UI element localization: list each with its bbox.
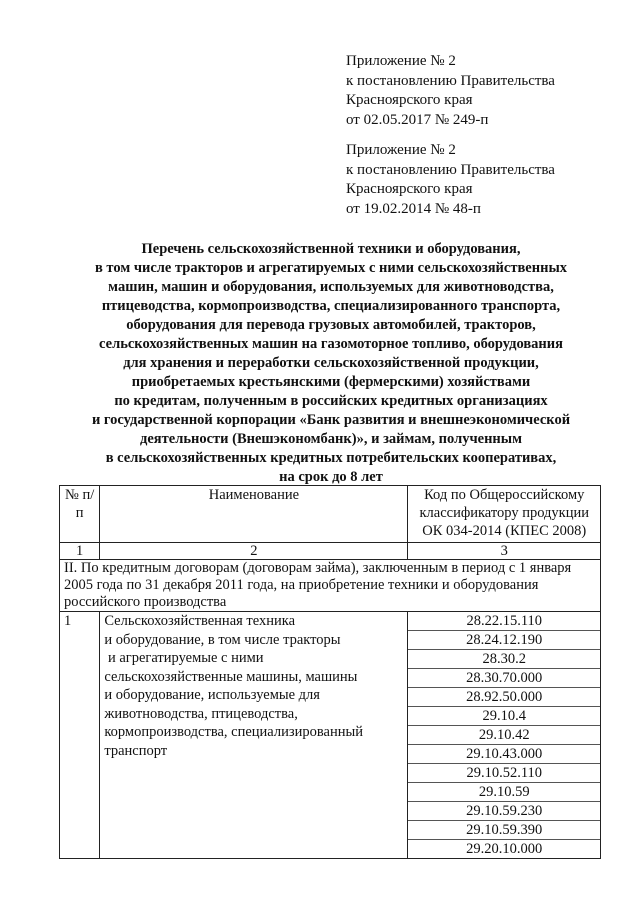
product-code: 29.10.43.000 — [408, 745, 600, 764]
row-number: 1 — [60, 612, 100, 859]
row-name — [100, 612, 408, 859]
title-line: в сельскохозяйственных кредитных потребительских кооперативах, — [105, 450, 557, 466]
document-title — [60, 240, 602, 487]
header-code: Код по Общероссийскому классификатору продукции ОК 034-2014 (КПЕС 2008) — [408, 486, 601, 543]
column-number: 3 — [408, 543, 601, 560]
product-code: 28.24.12.190 — [408, 631, 600, 650]
title-line: приобретаемых крестьянскими (фермерскими) хозяйствами — [131, 374, 531, 390]
name-line: транспорт — [104, 742, 168, 759]
appendix-decree-ref: к постановлению Правительства — [346, 161, 555, 178]
product-code: 28.30.2 — [408, 650, 600, 669]
appendix-date: от 19.02.2014 № 48-п — [346, 200, 481, 217]
header-name: Наименование — [100, 486, 408, 543]
header-num: № п/п — [60, 486, 100, 543]
title-line: сельскохозяйственных машин на газомоторное топливо, оборудования — [99, 336, 563, 352]
product-code: 29.10.59.230 — [408, 802, 600, 821]
row-codes — [408, 612, 601, 859]
section-heading: II. По кредитным договорам (договорам займа), заключенным в период с 1 января 2005 года по 31 декабря 2011 года, на приобретение техники и оборудования российского производства — [60, 560, 601, 612]
name-line: кормопроизводства, специализированный — [104, 724, 363, 740]
product-code: 28.92.50.000 — [408, 688, 600, 707]
appendix-region: Красноярского края — [346, 181, 473, 197]
section-row — [60, 560, 601, 612]
appendix-title: Приложение № 2 — [346, 53, 456, 69]
product-code: 29.10.42 — [408, 726, 600, 745]
product-code: 29.10.52.110 — [408, 764, 600, 783]
appendix-region: Красноярского края — [346, 92, 473, 108]
product-code: 29.20.10.000 — [466, 841, 543, 857]
title-line: для хранения и переработки сельскохозяйственной продукции, — [123, 355, 539, 371]
column-number-row — [60, 543, 601, 560]
title-line: оборудования для перевода грузовых автомобилей, тракторов, — [126, 317, 536, 333]
name-line: сельскохозяйственные машины, машины — [104, 668, 358, 685]
product-code: 28.30.70.000 — [408, 669, 600, 688]
product-code: 29.10.59 — [408, 783, 600, 802]
name-line: и оборудование, используемые для — [104, 687, 320, 703]
appendix-date: от 02.05.2017 № 249-п — [346, 111, 489, 128]
product-code: 29.10.4 — [408, 707, 600, 726]
name-line: и оборудование, в том числе тракторы — [104, 631, 341, 648]
column-number: 1 — [60, 543, 100, 560]
product-code: 29.10.59.390 — [408, 821, 600, 840]
appendix-decree-ref: к постановлению Правительства — [346, 72, 555, 89]
title-line: и государственной корпорации «Банк развития и внешнеэкономической — [91, 412, 571, 428]
title-line: птицеводства, кормопроизводства, специализированного транспорта, — [101, 298, 561, 314]
title-line: машин, машин и оборудования, используемых для животноводства, — [108, 279, 554, 295]
equipment-table — [59, 485, 601, 859]
column-number: 2 — [100, 543, 408, 560]
title-line: по кредитам, полученным в российских кредитных организациях — [114, 393, 548, 409]
title-line: в том числе тракторов и агрегатируемых с ними сельскохозяйственных — [94, 260, 568, 276]
name-line: Сельскохозяйственная техника — [104, 613, 296, 629]
table-row — [60, 612, 601, 859]
title-line: на срок до 8 лет — [279, 469, 383, 485]
title-line: Перечень сельскохозяйственной техники и оборудования, — [141, 241, 521, 257]
appendix-header-original — [346, 141, 616, 219]
title-line: деятельности (Внешэкономбанк)», и займам, полученным — [140, 431, 522, 447]
table-header-row — [60, 486, 601, 543]
name-line: и агрегатируемые с ними — [104, 650, 264, 666]
name-line: животноводства, птицеводства, — [104, 705, 298, 722]
appendix-header-current — [346, 52, 616, 130]
appendix-title: Приложение № 2 — [346, 142, 456, 158]
product-code: 28.22.15.110 — [408, 612, 600, 631]
